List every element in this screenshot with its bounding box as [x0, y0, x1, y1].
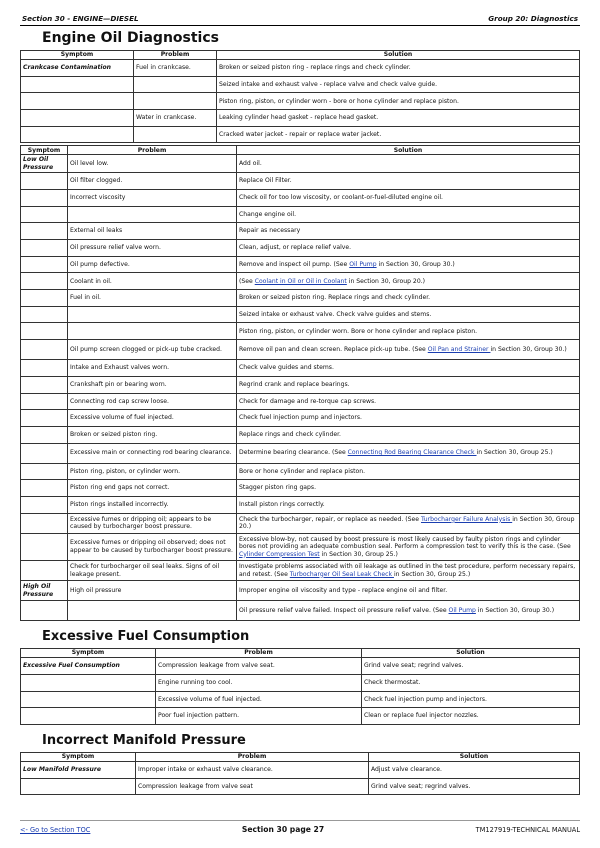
table-row	[21, 306, 580, 323]
table-header-row	[21, 51, 580, 60]
solution-cell: Add oil.	[237, 155, 580, 173]
problem-cell: Intake and Exhaust valves worn.	[68, 360, 237, 377]
oil-pressure-table	[20, 145, 580, 621]
page-header	[20, 12, 580, 26]
table-row	[21, 93, 580, 110]
reference-link[interactable]: Cylinder Compression Test	[239, 550, 320, 558]
problem-cell: Excessive fumes or dripping oil observed; does not appear to be caused by turbocharger boost pressure.	[68, 533, 237, 561]
symptom-cell	[21, 463, 68, 480]
solution-cell	[237, 273, 580, 290]
symptom-cell: Crankcase Contamination	[21, 60, 134, 77]
symptom-cell	[21, 189, 68, 206]
symptom-cell	[21, 206, 68, 223]
table-row	[21, 323, 580, 340]
col-symptom: Symptom	[21, 51, 134, 60]
table-row	[21, 410, 580, 427]
table-header-row	[21, 146, 580, 155]
problem-cell: Poor fuel injection pattern.	[156, 708, 362, 725]
solution-cell	[237, 443, 580, 463]
problem-cell: Water in crankcase.	[134, 110, 217, 127]
symptom-cell	[21, 376, 68, 393]
symptom-cell	[21, 674, 156, 691]
solution-cell: Check thermostat.	[362, 674, 580, 691]
solution-cell: Change engine oil.	[237, 206, 580, 223]
symptom-cell	[21, 480, 68, 497]
problem-cell: External oil leaks	[68, 223, 237, 240]
col-problem: Problem	[156, 649, 362, 658]
header-group: Group 20: Diagnostics	[488, 14, 578, 23]
problem-cell: Compression leakage from valve seat	[136, 778, 369, 795]
col-solution: Solution	[217, 51, 580, 60]
problem-cell: Connecting rod cap screw loose.	[68, 393, 237, 410]
symptom-cell	[21, 323, 68, 340]
solution-cell: Improper engine oil viscosity and type - replace engine oil and filter.	[237, 581, 580, 601]
symptom-cell	[21, 273, 68, 290]
table-header-row	[21, 752, 580, 761]
solution-text-post: in Section 30, Group 30.)	[376, 260, 455, 268]
symptom-cell	[21, 496, 68, 513]
table-row	[21, 126, 580, 143]
section-title-manifold: Incorrect Manifold Pressure	[42, 732, 246, 748]
problem-cell: Excessive main or connecting rod bearing clearance.	[68, 443, 237, 463]
solution-cell: Repair as necessary	[237, 223, 580, 240]
symptom-cell: Low Manifold Pressure	[21, 761, 136, 778]
problem-cell	[134, 93, 217, 110]
solution-cell: Install piston rings correctly.	[237, 496, 580, 513]
table-row	[21, 360, 580, 377]
solution-cell	[237, 561, 580, 581]
problem-cell	[68, 306, 237, 323]
table-row	[21, 155, 580, 173]
symptom-cell	[21, 426, 68, 443]
problem-cell	[68, 601, 237, 621]
reference-link[interactable]: Turbocharger Oil Seal Leak Check	[289, 570, 394, 578]
reference-link[interactable]: Oil Pan and Strainer	[427, 345, 491, 353]
solution-text-pre: Check the turbocharger, repair, or replace as needed. (See	[239, 515, 421, 523]
header-section: Section 30 - ENGINE—DIESEL	[22, 14, 139, 23]
reference-link[interactable]: Oil Pump	[448, 606, 476, 614]
symptom-cell	[21, 561, 68, 581]
symptom-cell	[21, 223, 68, 240]
table-row	[21, 513, 580, 533]
problem-cell: Oil pump screen clogged or pick-up tube cracked.	[68, 340, 237, 360]
solution-text-pre: Remove and inspect oil pump. (See	[239, 260, 350, 268]
symptom-cell	[21, 340, 68, 360]
symptom-cell	[21, 513, 68, 533]
symptom-cell	[21, 708, 156, 725]
problem-cell	[134, 126, 217, 143]
problem-cell: Fuel in oil.	[68, 290, 237, 307]
fuel-consumption-table	[20, 648, 580, 725]
solution-text-pre: (See	[239, 277, 255, 285]
symptom-cell	[21, 393, 68, 410]
solution-cell: Check fuel injection pump and injectors.	[237, 410, 580, 427]
table-row	[21, 658, 580, 675]
table-row	[21, 256, 580, 273]
table-row	[21, 290, 580, 307]
table-row	[21, 496, 580, 513]
solution-cell: Clean, adjust, or replace relief valve.	[237, 240, 580, 257]
table-row	[21, 223, 580, 240]
table-row	[21, 273, 580, 290]
problem-cell: Piston ring end gaps not correct.	[68, 480, 237, 497]
section-title-fuel: Excessive Fuel Consumption	[42, 629, 250, 645]
solution-cell: Seized intake or exhaust valve. Check valve guides and stems.	[237, 306, 580, 323]
solution-cell	[237, 513, 580, 533]
col-solution: Solution	[237, 146, 580, 155]
table-row	[21, 691, 580, 708]
problem-cell: Piston ring, piston, or cylinder worn.	[68, 463, 237, 480]
solution-text-pre: Determine bearing clearance. (See	[239, 449, 348, 457]
symptom-cell	[21, 173, 68, 190]
problem-cell: Crankshaft pin or bearing worn.	[68, 376, 237, 393]
solution-cell: Regrind crank and replace bearings.	[237, 376, 580, 393]
solution-cell: Stagger piston ring gaps.	[237, 480, 580, 497]
symptom-cell	[21, 256, 68, 273]
solution-text-post: in Section 30, Group 20.)	[346, 277, 426, 285]
table-row	[21, 393, 580, 410]
table-row	[21, 110, 580, 127]
table-row	[21, 240, 580, 257]
col-symptom: Symptom	[21, 146, 68, 155]
symptom-cell	[21, 410, 68, 427]
solution-cell: Check for damage and re-torque cap screws.	[237, 393, 580, 410]
problem-cell: Excessive fumes or dripping oil; appears to be caused by turbocharger boost pressure.	[68, 513, 237, 533]
solution-text-post: in Section 30, Group 25.)	[319, 550, 398, 558]
solution-text-post: in Section 30, Group 25.)	[476, 449, 553, 457]
problem-cell	[68, 323, 237, 340]
symptom-cell	[21, 240, 68, 257]
solution-cell: Check valve guides and stems.	[237, 360, 580, 377]
symptom-cell	[21, 290, 68, 307]
solution-text-pre: Excessive blow-by, not caused by boost pressure is most likely caused by faulty piston rings and cylinder bores not providing an adequate combustion seal. Perform a compression test to verify this is the case. (See	[239, 535, 571, 551]
solution-cell	[237, 340, 580, 360]
solution-cell: Adjust valve clearance.	[369, 761, 580, 778]
solution-cell: Broken or seized piston ring. Replace rings and check cylinder.	[237, 290, 580, 307]
problem-cell: Oil pump defective.	[68, 256, 237, 273]
solution-text-pre: Investigate problems associated with oil leakage as outlined in the test procedure, perform necessary repairs, and retest. (See	[239, 563, 576, 578]
solution-cell	[237, 601, 580, 621]
table-header-row	[21, 649, 580, 658]
solution-text-post: in Section 30, Group 30.)	[475, 606, 555, 614]
problem-cell: Check for turbocharger oil seal leaks. Signs of oil leakage present.	[68, 561, 237, 581]
solution-cell: Seized intake and exhaust valve - replace valve and check valve guide.	[217, 76, 580, 93]
solution-cell	[237, 256, 580, 273]
solution-cell: Broken or seized piston ring - replace rings and check cylinder.	[217, 60, 580, 77]
problem-cell: Oil pressure relief valve worn.	[68, 240, 237, 257]
solution-cell: Piston ring, piston, or cylinder worn. Bore or hone cylinder and replace piston.	[237, 323, 580, 340]
symptom-cell	[21, 110, 134, 127]
col-problem: Problem	[68, 146, 237, 155]
symptom-cell	[21, 93, 134, 110]
problem-cell: Engine running too cool.	[156, 674, 362, 691]
table-row	[21, 761, 580, 778]
symptom-cell: High Oil Pressure	[21, 581, 68, 601]
problem-cell: Piston rings installed incorrectly.	[68, 496, 237, 513]
table-row	[21, 674, 580, 691]
table-row	[21, 76, 580, 93]
page-footer	[20, 820, 580, 834]
table-row	[21, 601, 580, 621]
solution-cell: Check fuel injection pump and injectors.	[362, 691, 580, 708]
table-row	[21, 533, 580, 561]
problem-cell: Broken or seized piston ring.	[68, 426, 237, 443]
col-problem: Problem	[134, 51, 217, 60]
problem-cell: Excessive volume of fuel injected.	[156, 691, 362, 708]
solution-text-pre: Remove oil pan and clean screen. Replace pick-up tube. (See	[239, 345, 428, 353]
problem-cell: Excessive volume of fuel injected.	[68, 410, 237, 427]
manifold-pressure-table	[20, 752, 580, 795]
solution-text-post: in Section 30, Group 30.)	[490, 345, 567, 353]
reference-link[interactable]: Oil Pump	[349, 260, 377, 268]
crankcase-table	[20, 50, 580, 143]
solution-cell: Check oil for too low viscosity, or coolant-or-fuel-diluted engine oil.	[237, 189, 580, 206]
col-solution: Solution	[362, 649, 580, 658]
table-row	[21, 376, 580, 393]
problem-cell	[134, 76, 217, 93]
section-title-oil: Engine Oil Diagnostics	[42, 30, 219, 46]
symptom-cell	[21, 443, 68, 463]
symptom-cell	[21, 306, 68, 323]
solution-cell: Cracked water jacket - repair or replace water jacket.	[217, 126, 580, 143]
solution-cell: Clean or replace fuel injector nozzles.	[362, 708, 580, 725]
reference-link[interactable]: Connecting Rod Bearing Clearance Check	[347, 449, 477, 457]
table-row	[21, 480, 580, 497]
problem-cell: Fuel in crankcase.	[134, 60, 217, 77]
page-number: Section 30 page 27	[241, 825, 325, 834]
table-row	[21, 708, 580, 725]
symptom-cell	[21, 778, 136, 795]
table-row	[21, 189, 580, 206]
symptom-cell	[21, 126, 134, 143]
solution-cell: Grind valve seat; regrind valves.	[362, 658, 580, 675]
problem-cell: Incorrect viscosity	[68, 189, 237, 206]
problem-cell: Oil level low.	[68, 155, 237, 173]
symptom-cell	[21, 360, 68, 377]
symptom-cell	[21, 533, 68, 561]
col-solution: Solution	[369, 752, 580, 761]
symptom-cell	[21, 601, 68, 621]
reference-link[interactable]: Coolant in Oil or Oil in Coolant	[254, 277, 347, 285]
symptom-cell: Excessive Fuel Consumption	[21, 658, 156, 675]
solution-cell: Bore or hone cylinder and replace piston.	[237, 463, 580, 480]
reference-link[interactable]: Turbocharger Failure Analysis	[420, 515, 513, 523]
solution-cell: Piston ring, piston, or cylinder worn - bore or hone cylinder and replace piston.	[217, 93, 580, 110]
table-row	[21, 443, 580, 463]
problem-cell: Compression leakage from valve seat.	[156, 658, 362, 675]
table-row	[21, 60, 580, 77]
solution-cell: Grind valve seat; regrind valves.	[369, 778, 580, 795]
table-row	[21, 581, 580, 601]
table-row	[21, 426, 580, 443]
table-row	[21, 561, 580, 581]
problem-cell: Oil filter clogged.	[68, 173, 237, 190]
col-symptom: Symptom	[21, 752, 136, 761]
solution-cell	[237, 533, 580, 561]
solution-cell: Replace rings and check cylinder.	[237, 426, 580, 443]
solution-text-pre: Oil pressure relief valve failed. Inspect oil pressure relief valve. (See	[239, 606, 449, 614]
solution-text-post: in Section 30, Group 25.)	[393, 570, 471, 578]
problem-cell: High oil pressure	[68, 581, 237, 601]
col-symptom: Symptom	[21, 649, 156, 658]
table-row	[21, 340, 580, 360]
table-row	[21, 206, 580, 223]
problem-cell: Improper intake or exhaust valve clearance.	[136, 761, 369, 778]
symptom-cell	[21, 691, 156, 708]
symptom-cell	[21, 76, 134, 93]
table-row	[21, 463, 580, 480]
solution-cell: Leaking cylinder head gasket - replace head gasket.	[217, 110, 580, 127]
problem-cell	[68, 206, 237, 223]
page	[20, 12, 580, 795]
col-problem: Problem	[136, 752, 369, 761]
table-row	[21, 173, 580, 190]
solution-text-post: in Section 30, Group 20.)	[239, 515, 575, 531]
symptom-cell: Low Oil Pressure	[21, 155, 68, 173]
problem-cell: Coolant in oil.	[68, 273, 237, 290]
solution-cell: Replace Oil Filter.	[237, 173, 580, 190]
section-toc-link[interactable]: <- Go to Section TOC	[20, 825, 91, 834]
table-row	[21, 778, 580, 795]
manual-id: TM127919-TECHNICAL MANUAL	[475, 825, 580, 834]
